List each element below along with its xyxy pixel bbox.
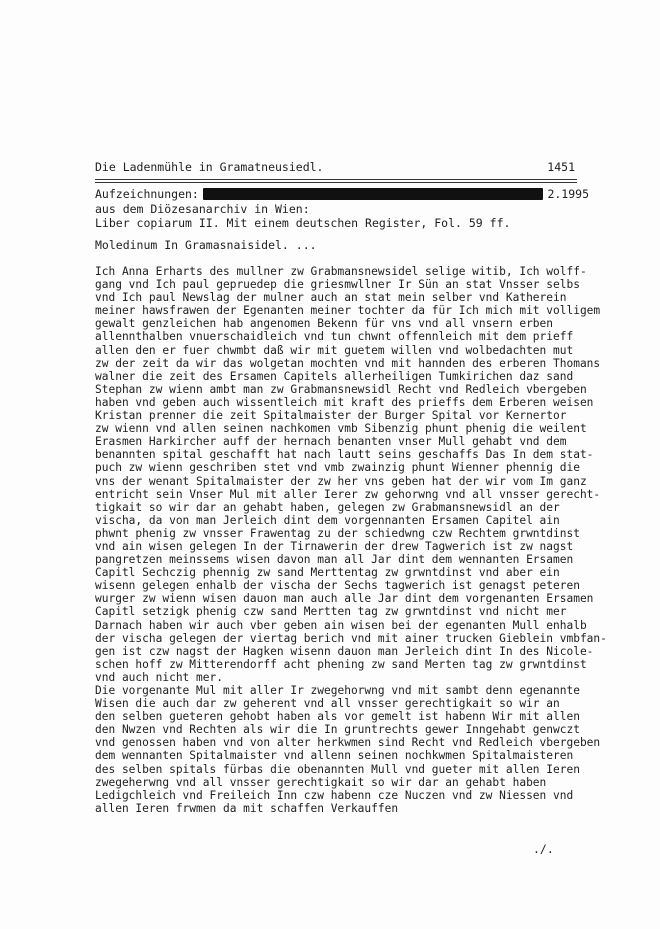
continuation-mark: ./. (533, 842, 554, 856)
text-line: Wisen die auch dar zw geherent vnd all vnsser gerechtigkait so wir an (95, 697, 560, 711)
text-line: pangretzen meinssems wisen davon man all Jar dint dem wennanten Ersamen (95, 553, 574, 567)
document-header (95, 160, 575, 178)
redaction-bar (203, 188, 543, 200)
text-line: Capitl setzigk phenig czw sand Mertten tag zw grwntdinst vnd nicht mer (95, 605, 567, 619)
double-rule-top (95, 179, 577, 180)
text-line: Ledigchleich vnd Freileich Inn czw habenn cze Nuczen vnd zw Niessen vnd (95, 788, 574, 802)
text-line: Ich Anna Erharts des mullner zw Grabmansnewsidel selige witib, Ich wolff- (95, 265, 587, 278)
paragraph-1 (95, 265, 615, 684)
text-line: walner die zeit des Ersamen Capitels allerheiligen Tumkirichen daz sand (95, 369, 574, 383)
text-line: zw der zeit da wir das wolgetan mochten vnd mit hannden des erberen Thomans (95, 356, 601, 370)
text-line: haben vnd geben auch wissentleich mit kraft des prieffs dem Erberen weisen (95, 395, 594, 409)
text-line: benannten spital geschafft hat nach lautt seins geschaffs Das In dem stat- (95, 448, 594, 462)
text-line: zwegeherwng vnd all vnsser gerechtigkait so wir dar an gehabt haben (95, 775, 547, 789)
text-line: Die vorgenante Mul mit aller Ir zwegehorwng vnd mit sambt denn egenannte (95, 684, 580, 697)
text-line: Erasmen Harkircher auff der hernach benanten vnser Mull gehabt vnd dem (95, 435, 567, 449)
text-line: wurger zw wienn wisen dauon man auch alle Jar dint dem vorgenanten Ersamen (95, 592, 594, 606)
records-line (95, 187, 595, 202)
text-line: entricht sein Vnser Mul mit aller Ierer zw gehorwng vnd all vnsser gerecht- (95, 487, 601, 501)
text-line: phwnt phenig zw vnsser Frawentag zu der schiedwng czw Rechtem grwntdinst (95, 526, 580, 540)
double-rule-bottom (95, 182, 577, 183)
text-line: den Nwzen vnd Rechten als wir die In gruntrechts gewer Inngehabt genwczt (95, 723, 580, 737)
source-block (95, 187, 595, 231)
text-line: gen ist czw nagst der Hagken wisenn dauon man Jerleich dint In des Nicole- (95, 644, 594, 658)
text-line: Capitl Sechczig phennig zw sand Merttentag zw grwntdinst vnd aber ein (95, 566, 560, 580)
records-label: Aufzeichnungen: (95, 187, 199, 201)
incipit: Moledinum In Gramasnaisidel. ... (95, 238, 317, 252)
text-line: der vischa gelegen der viertag berich vnd mit ainer trucken Gieblein vmbfan- (95, 631, 607, 645)
paragraph-2 (95, 684, 615, 815)
text-line: gewalt genzleichen hab angenomen Bekenn für vns vnd all vnsern erben (95, 317, 554, 331)
text-line: vnd auch nicht mer. (95, 670, 223, 684)
source-line-archive: aus dem Diözesanarchiv in Wien: (95, 201, 310, 216)
source-line-copiarum: Liber copiarum II. Mit einem deutschen Register, Fol. 59 ff. (95, 216, 511, 230)
transcription-body (95, 265, 615, 815)
text-line: dem wennanten Spitalmaister vnd allenn seinen nochkwmen Spitalmaisteren (95, 749, 574, 763)
text-line: vns der wenant Spitalmaister der zw her vns geben hat der wir vom Im ganz (95, 474, 587, 488)
text-line: Darnach haben wir auch vber geben ain wisen bei der egenanten Mull enhalb (95, 618, 587, 632)
text-line: puch zw wienn geschriben stet vnd vmb zwainzig phunt Wienner phennig die (95, 461, 580, 475)
text-line: vischa, da von man Jerleich dint dem vorgennanten Ersamen Capitel ain (95, 513, 560, 527)
text-line: gang vnd Ich paul gepruedер die griesmwllner Ir Sün an stat Vnsser selbs (95, 278, 580, 292)
text-line: den selben gueteren gehobt haben als vor gemelt ist habenn Wir mit allen (95, 710, 580, 724)
text-line: vnd Ich paul Newslag der mulner auch an stat mein selber vnd Katherein (95, 291, 567, 305)
text-line: wisenn gelegen enhalb der vischa der Sechs tagwerich ist genagst peteren (95, 579, 580, 593)
text-line: meiner hawsfrawen der Egenanten meiner tochter da für Ich mich mit volligem (95, 304, 601, 318)
text-line: allen Ieren frwmen da mit schaffen Verkauffen (95, 801, 399, 815)
document-title: Die Ladenmühle in Gramatneusiedl. (95, 160, 324, 174)
text-line: allen den er fuer chwmbt daß wir mit guetem willen vnd wolbedachten mut (95, 343, 574, 357)
records-date: 2.1995 (547, 187, 589, 201)
text-line: schen hoff zw Mitterendorff acht phening zw sand Merten tag zw grwntdinst (95, 657, 587, 671)
text-line: zw wienn vnd allen seinen nachkomen vmb Sibenzig phunt phenig die weilent (95, 422, 587, 436)
text-line: vnd ain wisen gelegen In der Tirnawerin der drew Tagwerich ist zw nagst (95, 539, 574, 553)
text-line: Kristan prenner die zeit Spitalmaister der Burger Spital vor Kernertor (95, 409, 567, 423)
document-year: 1451 (547, 160, 575, 174)
text-line: allennthalben vnuerschaidleich vnd tun chwnt offennleich mit dem prieff (95, 330, 574, 344)
text-line: tigkait so wir dar an gehabt haben, gelegen zw Grabmansnewsidl an der (95, 500, 560, 514)
text-line: vnd genossen haben vnd von alter herkwmen sind Recht vnd Redleich vbergeben (95, 736, 601, 750)
text-line: Stephan zw wienn ambt man zw Grabmansnewsidl Recht vnd Redleich vbergeben (95, 382, 587, 396)
text-line: des selben spitals fürbas die obenannten Mull vnd gueter mit allen Ieren (95, 762, 580, 776)
